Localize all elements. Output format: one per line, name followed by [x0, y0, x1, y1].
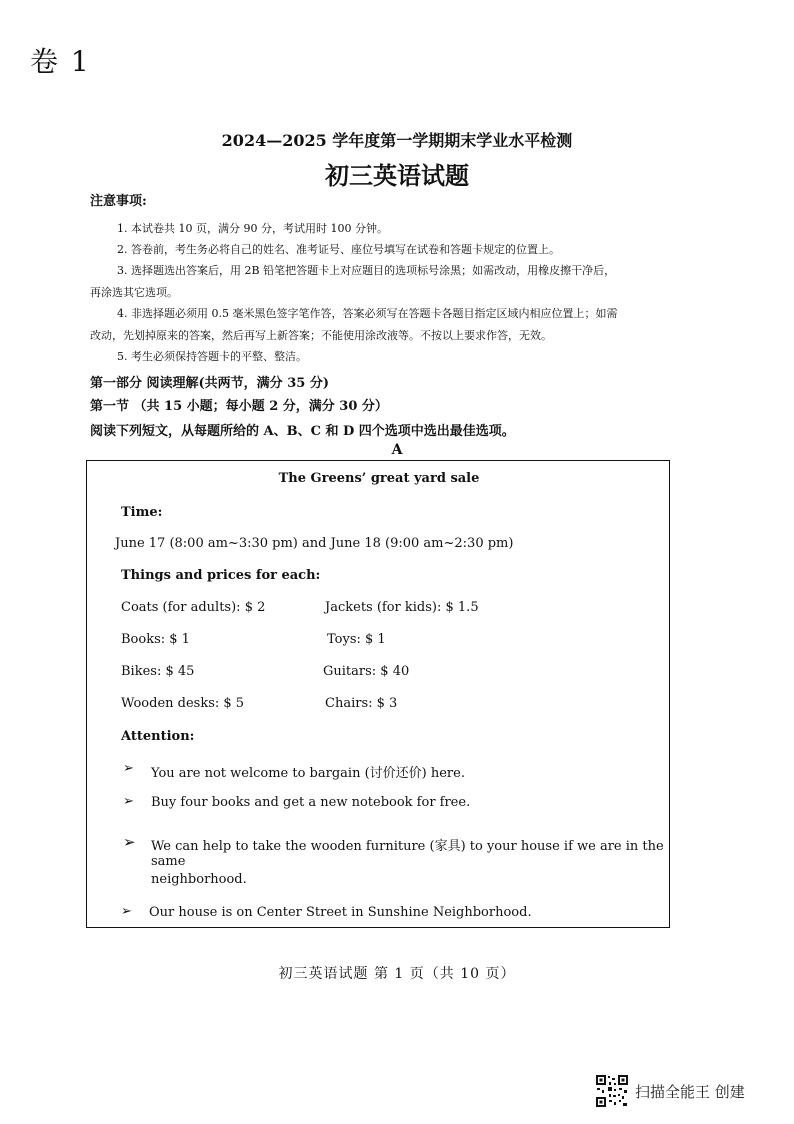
subject-title: 初三英语试题: [325, 161, 469, 190]
note-3-line-2: 再涂选其它选项。: [90, 286, 178, 299]
scanner-brand-text: 扫描全能王 创建: [635, 1082, 745, 1101]
items-label: Things and prices for each:: [121, 568, 321, 583]
time-label: Time:: [121, 505, 163, 520]
item-wooden-desks: Wooden desks: $ 5: [121, 696, 245, 711]
note-4-line-1: 4. 非选择题必须用 0.5 毫米黑色签字笔作答，答案必须写在答题卡各题目指定区域内相应位置上；如需: [117, 307, 618, 320]
notes-heading: 注意事项:: [90, 194, 147, 209]
attention-item-2: Buy four books and get a new notebook for free.: [151, 795, 471, 810]
exam-title: 2024—2025 学年度第一学期期末学业水平检测: [221, 131, 573, 150]
attention-item-4: Our house is on Center Street in Sunshine Neighborhood.: [149, 905, 532, 920]
item-bikes: Bikes: $ 45: [121, 664, 195, 679]
reading-instruction: 阅读下列短文，从每题所给的 A、B、C 和 D 四个选项中选出最佳选项。: [90, 424, 515, 439]
arrow-bullet-icon: ➢: [123, 761, 134, 776]
note-4-line-2: 改动，先划掉原来的答案，然后再写上新答案；不能使用涂改液等。不按以上要求作答，无效。: [90, 329, 552, 342]
scanner-watermark: [595, 1074, 745, 1108]
volume-label: 卷 1: [30, 45, 91, 78]
arrow-bullet-icon: ➢: [123, 833, 136, 851]
part-1-heading: 第一部分 阅读理解(共两节，满分 35 分): [90, 376, 329, 391]
item-jackets: Jackets (for kids): $ 1.5: [325, 600, 479, 615]
item-chairs: Chairs: $ 3: [325, 696, 398, 711]
notice-title: The Greens’ great yard sale: [278, 471, 480, 486]
item-books: Books: $ 1: [121, 632, 190, 647]
section-1-heading: 第一节 （共 15 小题；每小题 2 分，满分 30 分）: [90, 399, 388, 414]
attention-item-1: You are not welcome to bargain (讨价还价) here.: [151, 766, 465, 781]
note-5: 5. 考生必须保持答题卡的平整、整洁。: [117, 350, 307, 363]
time-text: June 17 (8:00 am~3:30 pm) and June 18 (9:00 am~2:30 pm): [115, 536, 514, 551]
item-toys: Toys: $ 1: [327, 632, 386, 647]
note-2: 2. 答卷前，考生务必将自己的姓名、准考证号、座位号填写在试卷和答题卡规定的位置上。: [117, 243, 560, 256]
attention-label: Attention:: [121, 729, 195, 744]
item-coats: Coats (for adults): $ 2: [121, 600, 266, 615]
arrow-bullet-icon: ➢: [123, 794, 134, 809]
attention-item-3-line-2: neighborhood.: [151, 872, 247, 887]
qr-code-icon: [595, 1074, 629, 1108]
yard-sale-notice: [86, 460, 670, 928]
note-1: 1. 本试卷共 10 页，满分 90 分，考试用时 100 分钟。: [117, 222, 388, 235]
item-guitars: Guitars: $ 40: [323, 664, 410, 679]
note-3-line-1: 3. 选择题选出答案后，用 2B 铅笔把答题卡上对应题目的选项标号涂黑；如需改动，用橡皮擦干净后，: [117, 264, 616, 277]
page-footer: 初三英语试题 第 1 页（共 10 页）: [278, 966, 516, 982]
passage-letter: A: [391, 442, 403, 458]
arrow-bullet-icon: ➢: [121, 904, 132, 919]
attention-item-3-line-1: We can help to take the wooden furniture (家具) to your house if we are in the same: [151, 839, 664, 869]
